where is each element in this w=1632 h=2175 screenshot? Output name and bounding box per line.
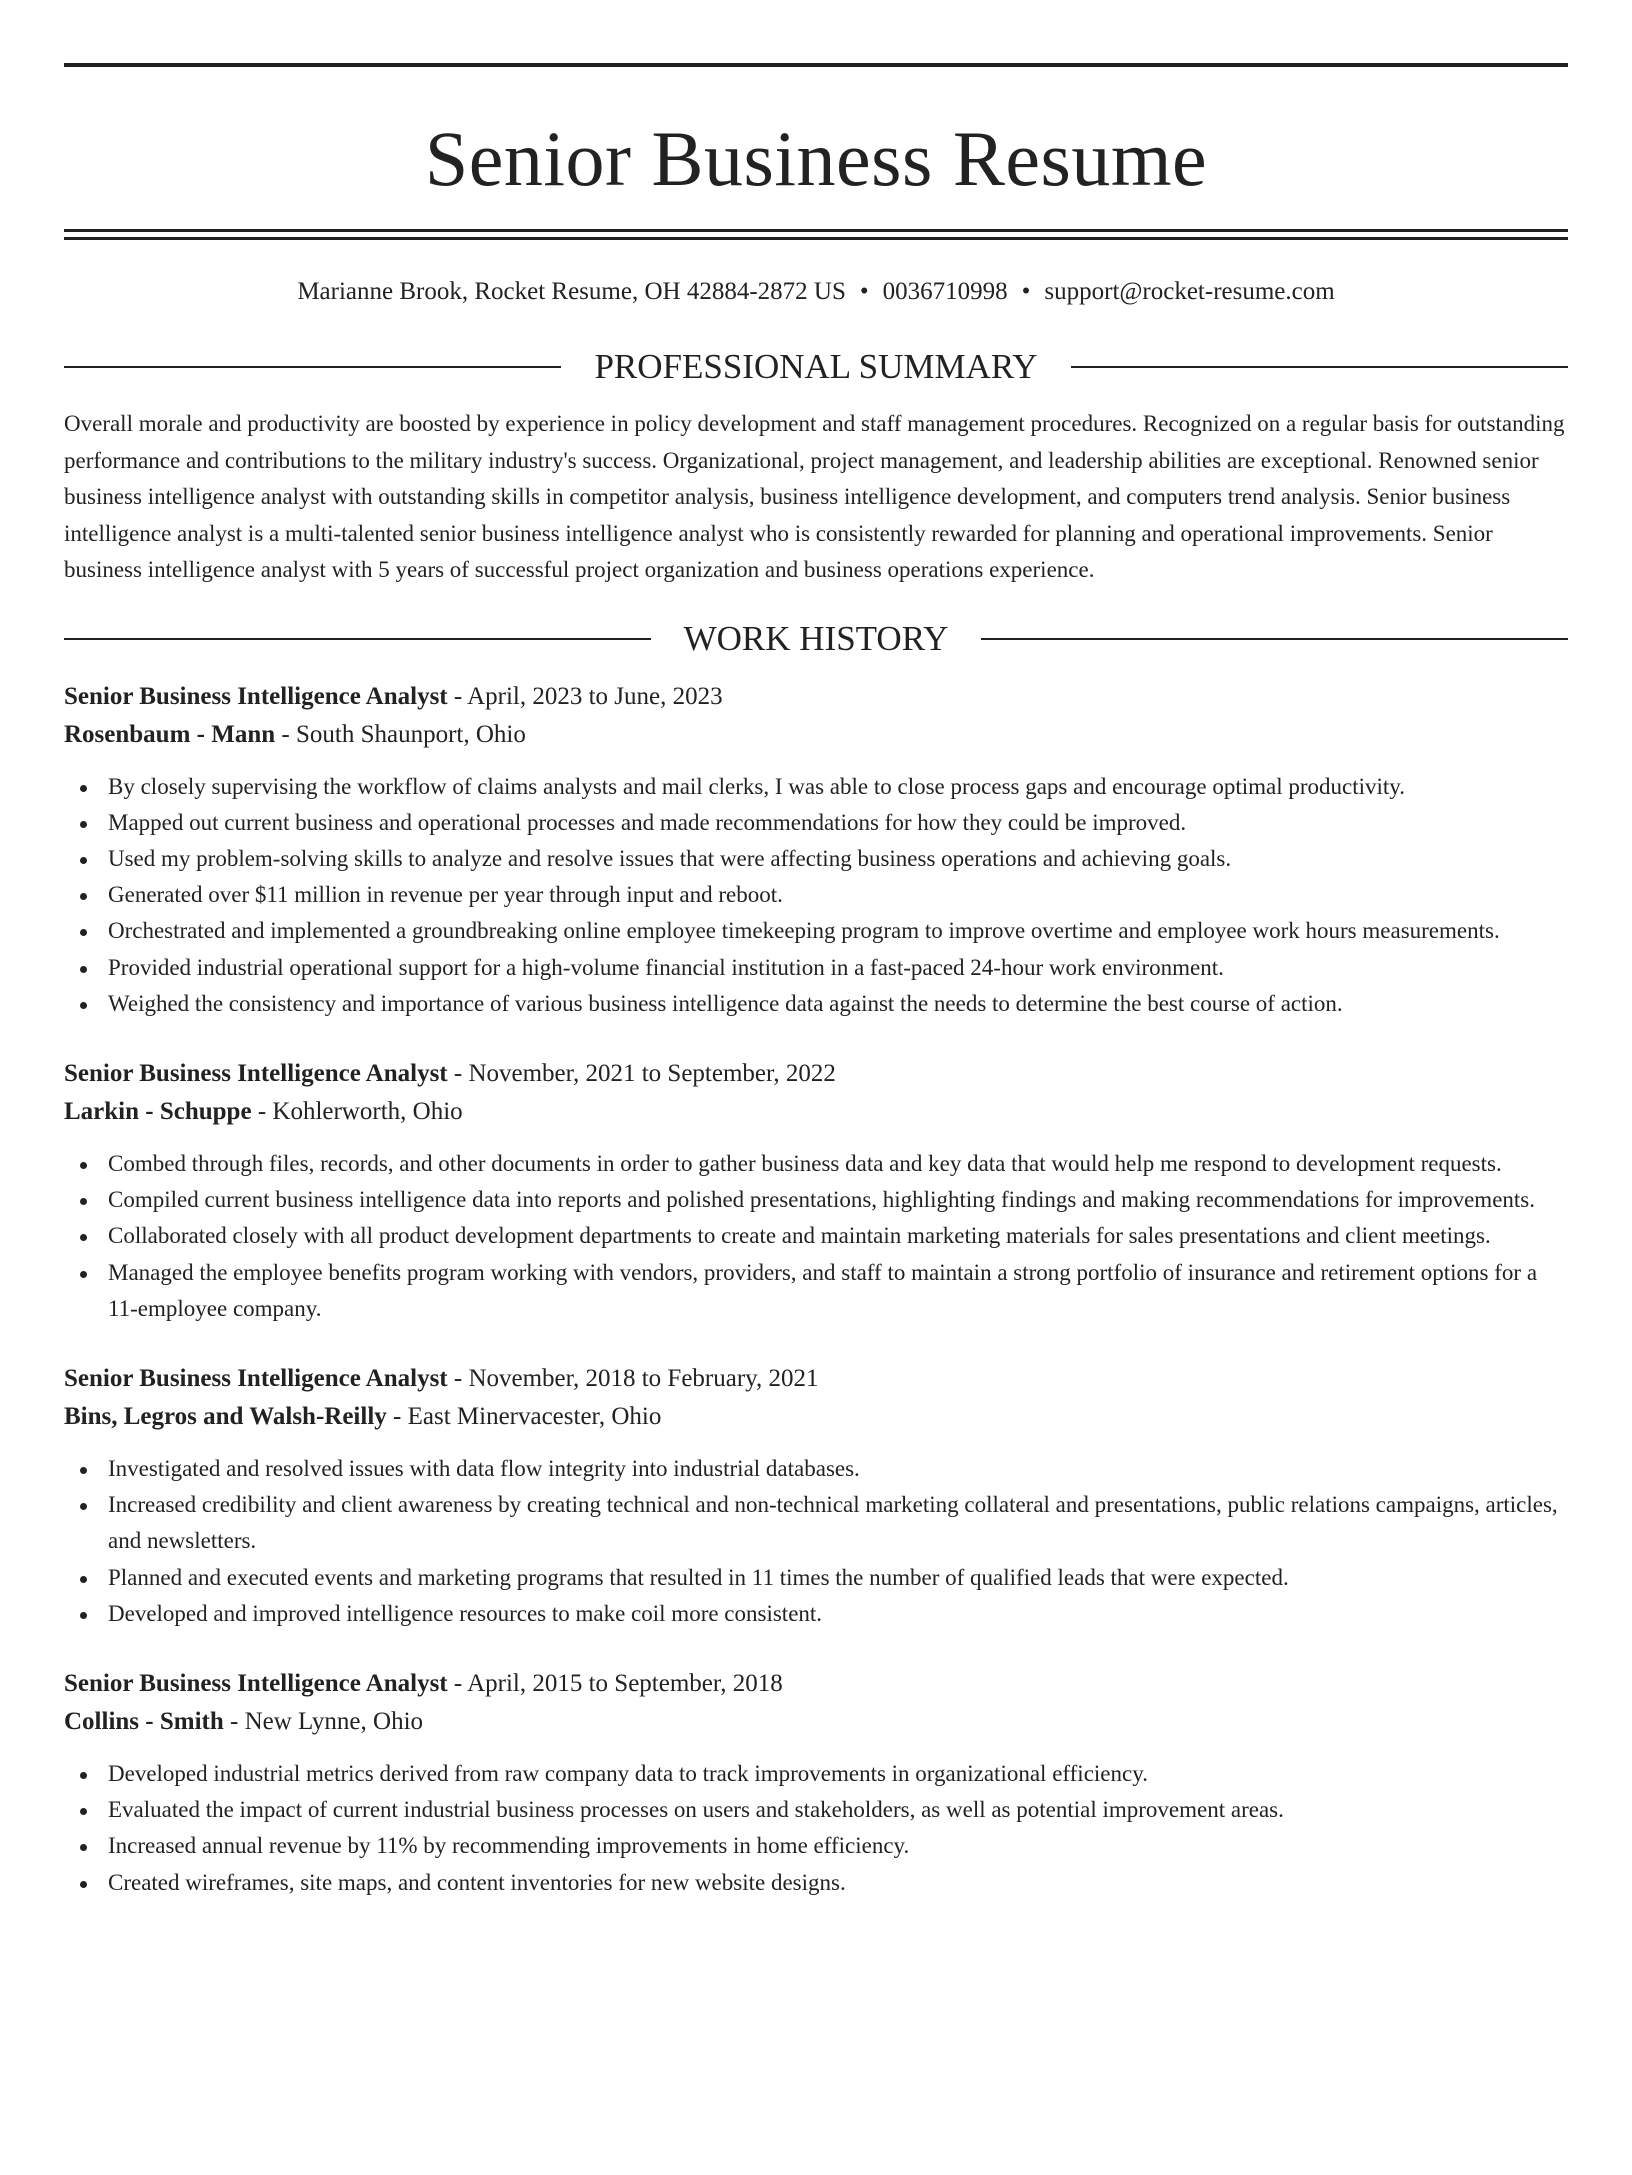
job-company: Rosenbaum - Mann	[64, 721, 276, 748]
job-company: Larkin - Schuppe	[64, 1098, 252, 1126]
job-bullet: Orchestrated and implemented a groundbreaking online employee timekeeping program to improve overtime and employee work hours measurements.	[64, 913, 1568, 949]
job-title-line	[64, 678, 1568, 717]
contact-address: Marianne Brook, Rocket Resume, OH 42884-2872 US	[297, 278, 846, 305]
job-company-line	[64, 1093, 1568, 1132]
contact-line	[64, 277, 1568, 307]
job-bullet: Developed industrial metrics derived from raw company data to track improvements in organizational efficiency.	[64, 1756, 1568, 1792]
job-bullet: Compiled current business intelligence data into reports and polished presentations, highlighting findings and making recommendations for improvements.	[64, 1182, 1568, 1218]
job-dates: - April, 2023 to June, 2023	[447, 682, 723, 710]
work-history-heading-label: WORK HISTORY	[683, 618, 949, 658]
job-bullet: Provided industrial operational support for a high-volume financial institution in a fast-paced 24-hour work environment.	[64, 950, 1568, 986]
job-bullet-list	[64, 1756, 1568, 1901]
job-bullet: Mapped out current business and operational processes and made recommendations for how they could be improved.	[64, 805, 1568, 841]
heading-rule-right	[981, 638, 1568, 640]
heading-rule-left	[64, 366, 561, 368]
job-title: Senior Business Intelligence Analyst	[64, 1059, 448, 1087]
work-history-heading	[64, 619, 1568, 659]
job-company-line	[64, 716, 1568, 755]
job-company: Collins - Smith	[64, 1708, 224, 1736]
job-bullet-list	[64, 1451, 1568, 1632]
job-bullet: Investigated and resolved issues with data flow integrity into industrial databases.	[64, 1451, 1568, 1487]
job-title-line	[64, 1360, 1568, 1399]
contact-separator: •	[859, 278, 869, 305]
resume-title: Senior Business Resume	[424, 115, 1208, 202]
job-location: - East Minervacester, Ohio	[386, 1403, 662, 1431]
job-list	[64, 678, 1568, 1901]
job-entry	[64, 1360, 1568, 1632]
job-bullet: Increased credibility and client awareness by creating technical and non-technical marketing collateral and presentations, public relations campaigns, articles, and newsletters.	[64, 1487, 1568, 1559]
heading-rule-right	[1071, 366, 1568, 368]
job-bullet: Generated over $11 million in revenue per year through input and reboot.	[64, 877, 1568, 913]
job-bullet: Weighed the consistency and importance of various business intelligence data against the needs to determine the best course of action.	[64, 986, 1568, 1022]
job-bullet: Collaborated closely with all product development departments to create and maintain marketing materials for sales presentations and client meetings.	[64, 1218, 1568, 1254]
contact-separator: •	[1021, 278, 1031, 305]
job-bullet: Increased annual revenue by 11% by recommending improvements in home efficiency.	[64, 1828, 1568, 1864]
job-bullet-list	[64, 1146, 1568, 1327]
job-location: - South Shaunport, Ohio	[275, 721, 526, 748]
job-bullet: Planned and executed events and marketing programs that resulted in 11 times the number of qualified leads that were expected.	[64, 1560, 1568, 1596]
job-dates: - April, 2015 to September, 2018	[447, 1669, 783, 1697]
job-bullet: Combed through files, records, and other documents in order to gather business data and key data that would help me respond to development requests.	[64, 1146, 1568, 1182]
job-bullet: By closely supervising the workflow of claims analysts and mail clerks, I was able to close process gaps and encourage optimal productivity.	[64, 769, 1568, 805]
summary-text: Overall morale and productivity are boosted by experience in policy development and staff management procedures. Recognized on a regular basis for outstanding performance and contributions to the military industry's success. Organizational, project management, and leadership abilities are exceptional. Renowned senior business intelligence analyst with outstanding skills in competitor analysis, business intelligence development, and computers trend analysis. Senior business intelligence analyst is a multi-talented senior business intelligence analyst who is consistently rewarded for planning and operational improvements. Senior business intelligence analyst with 5 years of successful project organization and business operations experience.	[64, 411, 1565, 582]
summary-heading	[64, 347, 1568, 387]
contact-phone: 0036710998	[882, 278, 1008, 305]
job-bullet: Used my problem-solving skills to analyze and resolve issues that were affecting business operations and achieving goals.	[64, 841, 1568, 877]
job-bullet-list	[64, 769, 1568, 1022]
job-entry	[64, 1055, 1568, 1327]
job-bullet: Created wireframes, site maps, and content inventories for new website designs.	[64, 1865, 1568, 1901]
job-bullet: Developed and improved intelligence resources to make coil more consistent.	[64, 1596, 1568, 1632]
title-double-rule	[64, 229, 1568, 240]
heading-rule-left	[64, 638, 651, 640]
job-company-line	[64, 1703, 1568, 1742]
job-dates: - November, 2021 to September, 2022	[447, 1059, 836, 1087]
job-title: Senior Business Intelligence Analyst	[64, 1364, 448, 1392]
job-title-line	[64, 1055, 1568, 1094]
job-dates: - November, 2018 to February, 2021	[447, 1364, 819, 1392]
job-entry	[64, 678, 1568, 1022]
job-title-line	[64, 1665, 1568, 1704]
job-location: - New Lynne, Ohio	[223, 1708, 424, 1736]
resume-page	[0, 63, 1632, 2175]
job-title: Senior Business Intelligence Analyst	[64, 1669, 448, 1697]
job-bullet: Managed the employee benefits program working with vendors, providers, and staff to maintain a strong portfolio of insurance and retirement options for a 11-employee company.	[64, 1255, 1568, 1327]
contact-email: support@rocket-resume.com	[1044, 278, 1335, 305]
job-company-line	[64, 1398, 1568, 1437]
top-rule	[64, 63, 1568, 67]
job-bullet: Evaluated the impact of current industrial business processes on users and stakeholders, as well as potential improvement areas.	[64, 1792, 1568, 1828]
job-title: Senior Business Intelligence Analyst	[64, 682, 448, 710]
job-location: - Kohlerworth, Ohio	[251, 1098, 463, 1126]
job-entry	[64, 1665, 1568, 1901]
job-company: Bins, Legros and Walsh-Reilly	[64, 1403, 387, 1431]
summary-heading-label: PROFESSIONAL SUMMARY	[594, 347, 1038, 386]
